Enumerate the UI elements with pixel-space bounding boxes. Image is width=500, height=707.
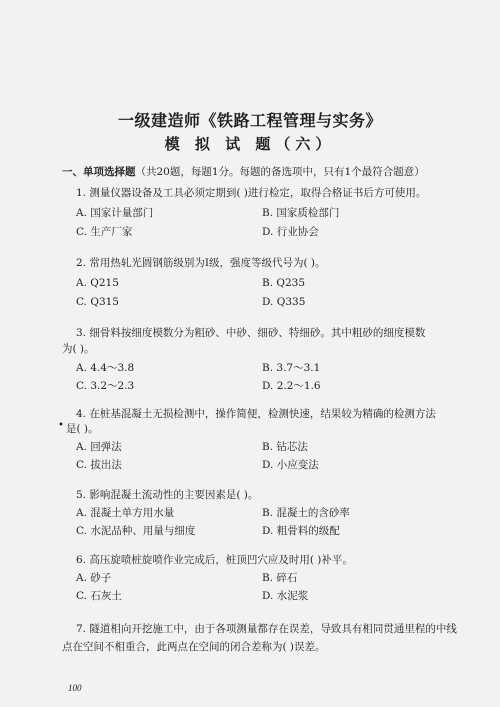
section-heading-line xyxy=(62,165,425,179)
question-4-option-d: D. 小应变法 xyxy=(262,459,319,471)
question-4-option-b: B. 钻芯法 xyxy=(262,441,308,453)
question-3-option-a: A. 4.4～3.8 xyxy=(76,362,135,374)
question-3-stem-line-2: 为( )。 xyxy=(62,343,95,355)
question-1-option-c: C. 生产厂家 xyxy=(76,226,133,238)
question-5-option-d: D. 粗骨料的级配 xyxy=(262,525,340,537)
question-6-option-b: B. 碎石 xyxy=(262,572,298,584)
question-2-option-d: D. Q335 xyxy=(262,296,306,308)
question-2-option-c: C. Q315 xyxy=(76,296,119,308)
page-number: 100 xyxy=(68,683,82,693)
question-1-option-b: B. 国家质检部门 xyxy=(262,207,340,219)
question-2-option-b: B. Q235 xyxy=(262,277,306,289)
question-5-option-c: C. 水泥品种、用量与细度 xyxy=(76,525,196,537)
question-7-stem-line-2: 点在空间不相重合，此两点在空间的闭合差称为( )误差。 xyxy=(62,641,326,653)
question-4-option-c: C. 拔出法 xyxy=(76,459,122,471)
exam-subtitle: 模 拟 试 题（六） xyxy=(164,135,336,153)
question-4-option-a: A. 回弹法 xyxy=(76,441,122,453)
question-6-stem: 6. 高压旋喷桩旋喷作业完成后，桩顶凹穴应及时用( )补平。 xyxy=(76,554,353,566)
question-3-option-d: D. 2.2～1.6 xyxy=(262,380,321,392)
question-3-option-c: C. 3.2～2.3 xyxy=(76,380,135,392)
question-6-option-c: C. 石灰土 xyxy=(76,590,122,602)
margin-mark: • xyxy=(58,420,64,431)
question-3-stem-line-1: 3. 细骨料按细度模数分为粗砂、中砂、细砂、特细砂。其中粗砂的细度模数 xyxy=(76,327,426,339)
question-5-option-b: B. 混凝土的含砂率 xyxy=(262,507,350,519)
exam-title: 一级建造师《铁路工程管理与实务》 xyxy=(117,111,382,130)
section-note: （共20题，每题1分。每题的备选项中，只有1个最符合题意） xyxy=(135,166,425,178)
question-6-option-a: A. 砂子 xyxy=(76,572,112,584)
question-5-option-a: A. 混凝土单方用水量 xyxy=(76,507,175,519)
question-1-stem: 1. 测量仪器设备及工具必须定期到( )进行检定，取得合格证书后方可使用。 xyxy=(76,187,427,199)
question-5-stem: 5. 影响混凝土流动性的主要因素是( )。 xyxy=(76,489,259,501)
question-1-option-a: A. 国家计量部门 xyxy=(76,207,154,219)
question-2-option-a: A. Q215 xyxy=(76,277,119,289)
question-1-option-d: D. 行业协会 xyxy=(262,226,319,238)
question-2-stem: 2. 常用热轧光圆钢筋级别为Ⅰ级，强度等级代号为( )。 xyxy=(76,257,326,269)
question-4-stem-line-1: 4. 在桩基混凝土无损检测中，操作简便，检测快速，结果较为精确的检测方法 xyxy=(76,408,436,420)
question-6-option-d: D. 水泥浆 xyxy=(262,590,309,602)
section-heading: 一、单项选择题 xyxy=(62,166,136,178)
question-7-stem-line-1: 7. 隧道相向开挖施工中，由于各项测量都存在误差，导致具有相同贯通里程的中线 xyxy=(76,623,457,635)
question-3-option-b: B. 3.7～3.1 xyxy=(262,362,321,374)
question-4-stem-line-2: 是( )。 xyxy=(66,423,99,435)
